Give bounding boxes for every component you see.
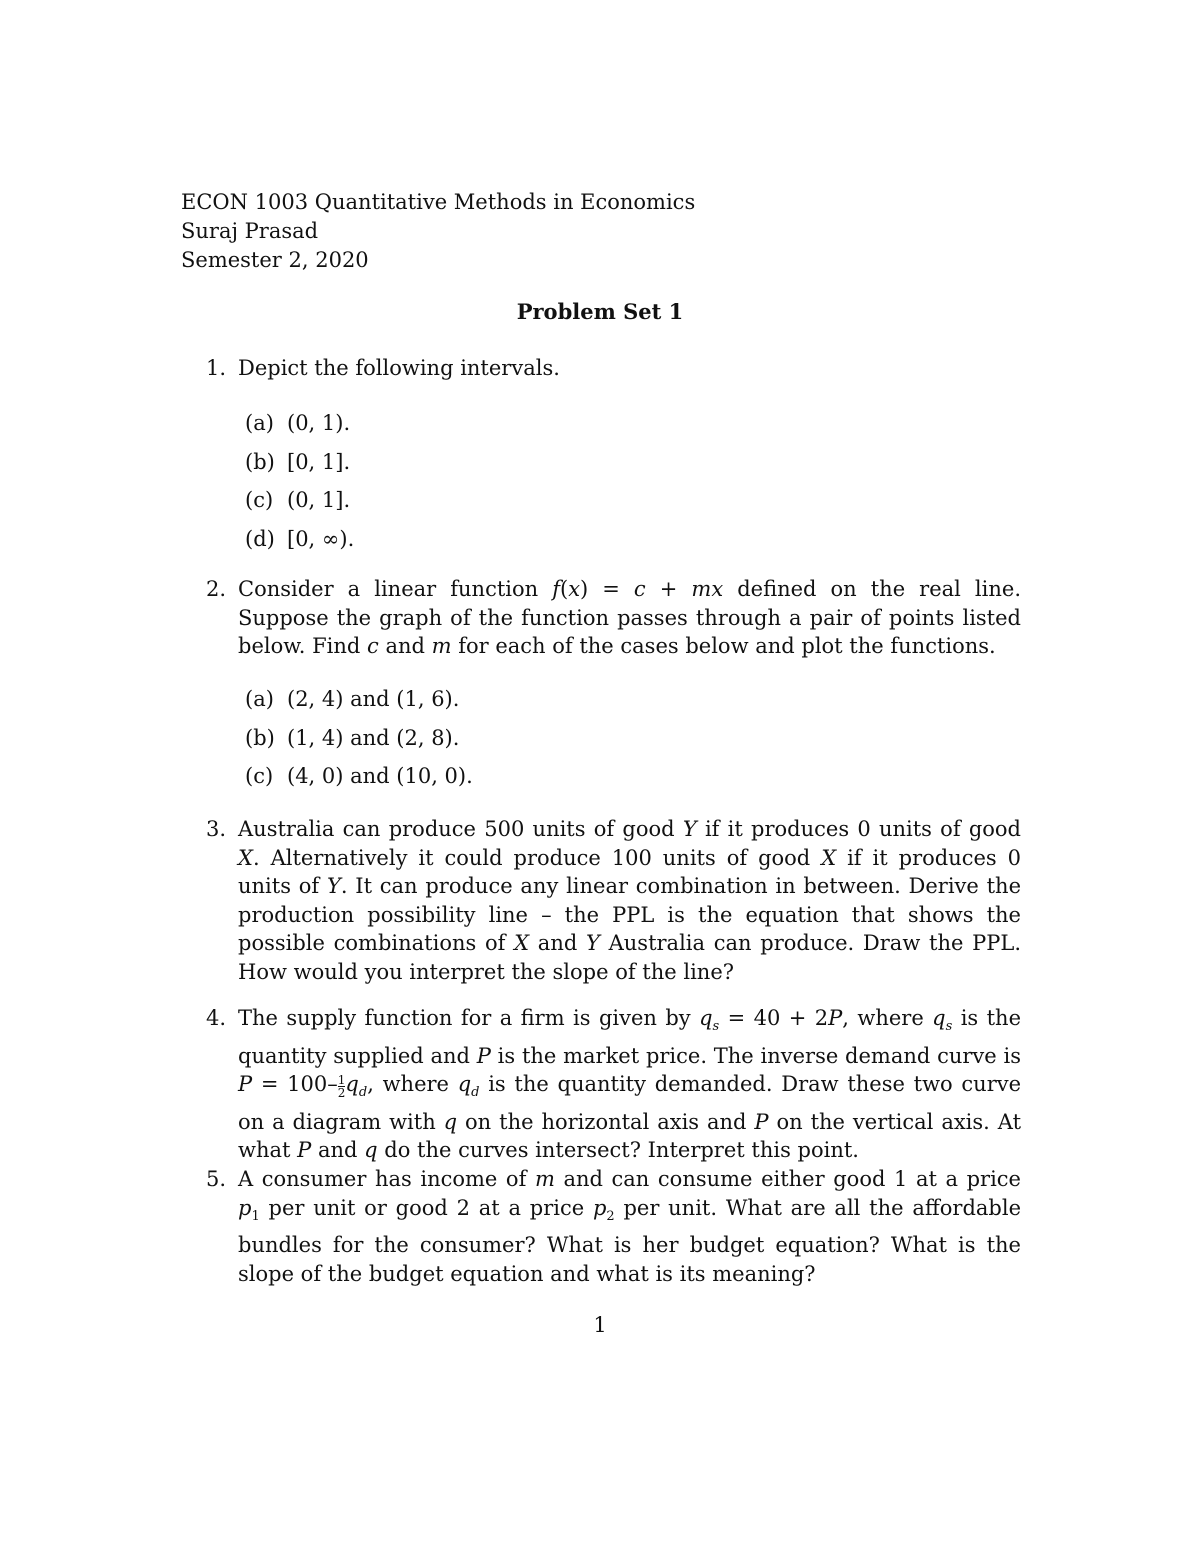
question-number: 3.: [206, 817, 227, 841]
item-text: [0, ∞).: [287, 526, 355, 551]
item-text: [0, 1].: [287, 449, 351, 474]
question-2-items: [245, 680, 473, 796]
question-3: [206, 815, 1021, 986]
question-number: 2.: [206, 577, 227, 601]
question-text: Australia can produce 500 units of good Y if it produces 0 units of good X. Alternatively it could produce 100 units of good X if it produces 0 units of Y. It can produce any linear combination in between. Derive the production possibility line – the PPL is the equation that shows the possible combinations of X and Y Australia can produce. Draw the PPL. How would you interpret the slope of the line?: [238, 817, 1022, 984]
question-text: Depict the following intervals.: [238, 356, 560, 380]
item-label: (b): [245, 725, 275, 750]
question-number: 5.: [206, 1167, 227, 1191]
item-label: (a): [245, 411, 274, 435]
item-label: (a): [245, 687, 274, 711]
question-number: 4.: [206, 1006, 227, 1030]
list-item: [245, 757, 473, 796]
question-4: [206, 1004, 1021, 1165]
list-item: [245, 719, 473, 758]
question-text: The supply function for a firm is given by $q_s = 40 + 2P$, where $q_s$ is the quantity supplied and P is the market price. The inverse demand curve is P = 100– $\frac{1}{2}$ $q_d$, where $q_d$ is the quantity demanded. Draw these two curve on a diagram with q on the horizontal axis and P on the vertical axis. At what P and q do the curves intersect? Interpret this point.: [238, 1006, 1022, 1163]
question-5: [206, 1165, 1021, 1288]
list-item: [245, 404, 354, 443]
question-text: Consider a linear function f(x) = c + mx defined on the real line. Suppose the graph of the function passes through a pair of points listed below. Find c and m for each of the cases below and plot the functions.: [238, 577, 1021, 658]
question-1: [206, 354, 1021, 383]
question-text: A consumer has income of m and can consume either good 1 at a price $p_1$ per unit or good 2 at a price $p_2$ per unit. What are all the affordable bundles for the consumer? What is her budget equation? What is the slope of the budget equation and what is its meaning?: [238, 1167, 1021, 1286]
course-title: ECON 1003 Quantitative Methods in Economics: [181, 190, 696, 214]
item-text: (4, 0) and (10, 0).: [287, 764, 473, 788]
page-number: 1: [593, 1313, 607, 1337]
fraction-one-half: $\frac{1}{2}$: [337, 1072, 346, 1100]
item-label: (b): [245, 449, 275, 474]
item-text: (2, 4) and (1, 6).: [287, 687, 460, 711]
item-label: (d): [245, 526, 275, 551]
document-header: [181, 188, 695, 275]
list-item: [245, 443, 354, 482]
question-2: [206, 575, 1021, 661]
question-number: 1.: [206, 356, 227, 380]
list-item: [245, 481, 354, 520]
problem-set-title: Problem Set 1: [516, 299, 684, 324]
term: Semester 2, 2020: [181, 248, 369, 272]
item-text: (0, 1].: [287, 488, 351, 512]
question-1-items: [245, 404, 354, 558]
item-label: (c): [245, 764, 274, 788]
author-name: Suraj Prasad: [181, 219, 319, 243]
item-text: (0, 1).: [287, 411, 351, 435]
item-text: (1, 4) and (2, 8).: [287, 725, 460, 750]
list-item: [245, 520, 354, 559]
list-item: [245, 680, 473, 719]
item-label: (c): [245, 488, 274, 512]
